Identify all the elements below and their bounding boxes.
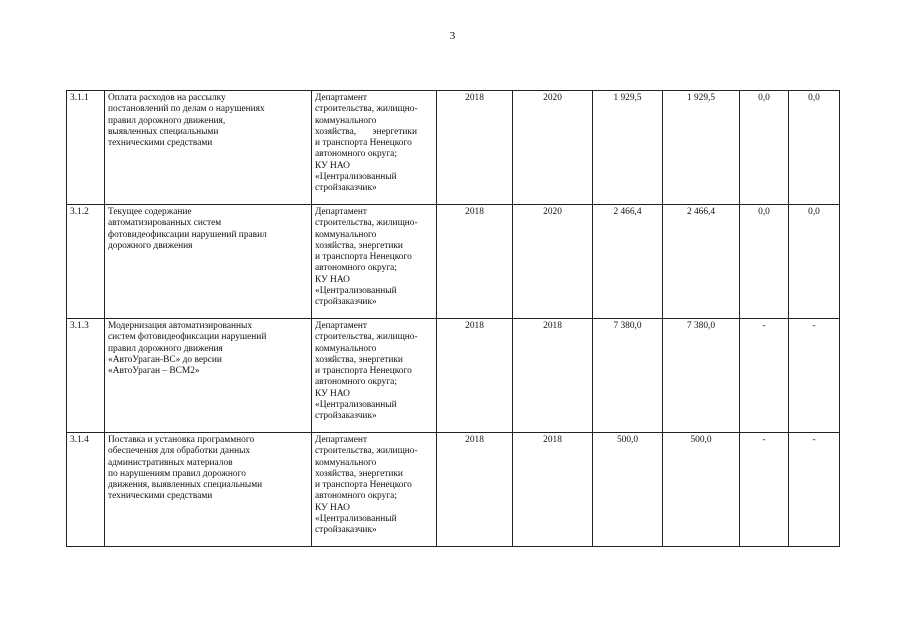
table-row	[67, 433, 840, 547]
measure-name: Оплата расходов на рассылку постановлений по делам о нарушениях правил дорожного движения, выявленных специальными техническими средствами	[105, 91, 312, 205]
amount-1: 7 380,0	[663, 319, 740, 433]
executor: Департамент строительства, жилищно- коммунального хозяйства, энергетики и транспорта Ненецкого автономного округа; КУ НАО «Централизованный стройзаказчик»	[312, 205, 437, 319]
executor: Департамент строительства, жилищно- коммунального хозяйства, энергетики и транспорта Ненецкого автономного округа; КУ НАО «Централизованный стройзаказчик»	[312, 91, 437, 205]
row-number: 3.1.2	[67, 205, 105, 319]
amount-2: -	[740, 433, 789, 547]
year-start: 2018	[437, 319, 513, 433]
total-amount: 2 466,4	[593, 205, 663, 319]
amount-2: 0,0	[740, 205, 789, 319]
amount-1: 1 929,5	[663, 91, 740, 205]
amount-3: -	[789, 319, 840, 433]
year-end: 2018	[513, 433, 593, 547]
amount-1: 500,0	[663, 433, 740, 547]
row-number: 3.1.1	[67, 91, 105, 205]
year-end: 2020	[513, 91, 593, 205]
page-number: 3	[449, 30, 456, 42]
row-number: 3.1.3	[67, 319, 105, 433]
year-start: 2018	[437, 91, 513, 205]
amount-3: -	[789, 433, 840, 547]
measure-name: Модернизация автоматизированных систем фотовидеофиксации нарушений правил дорожного движения «АвтоУраган-ВС» до версии «АвтоУраган – ВСМ2»	[105, 319, 312, 433]
executor: Департамент строительства, жилищно- коммунального хозяйства, энергетики и транспорта Ненецкого автономного округа; КУ НАО «Централизованный стройзаказчик»	[312, 433, 437, 547]
amount-2: 0,0	[740, 91, 789, 205]
year-end: 2020	[513, 205, 593, 319]
total-amount: 7 380,0	[593, 319, 663, 433]
amount-3: 0,0	[789, 205, 840, 319]
table-row	[67, 319, 840, 433]
executor: Департамент строительства, жилищно- коммунального хозяйства, энергетики и транспорта Ненецкого автономного округа; КУ НАО «Централизованный стройзаказчик»	[312, 319, 437, 433]
table-row	[67, 91, 840, 205]
table-row	[67, 205, 840, 319]
measure-name: Поставка и установка программного обеспечения для обработки данных административных материалов по нарушениям правил дорожного движения, выявленных специальными техническими средствами	[105, 433, 312, 547]
total-amount: 500,0	[593, 433, 663, 547]
total-amount: 1 929,5	[593, 91, 663, 205]
year-start: 2018	[437, 205, 513, 319]
amount-2: -	[740, 319, 789, 433]
year-end: 2018	[513, 319, 593, 433]
program-table	[66, 90, 840, 547]
year-start: 2018	[437, 433, 513, 547]
row-number: 3.1.4	[67, 433, 105, 547]
amount-3: 0,0	[789, 91, 840, 205]
amount-1: 2 466,4	[663, 205, 740, 319]
measure-name: Текущее содержание автоматизированных систем фотовидеофиксации нарушений правил дорожного движения	[105, 205, 312, 319]
